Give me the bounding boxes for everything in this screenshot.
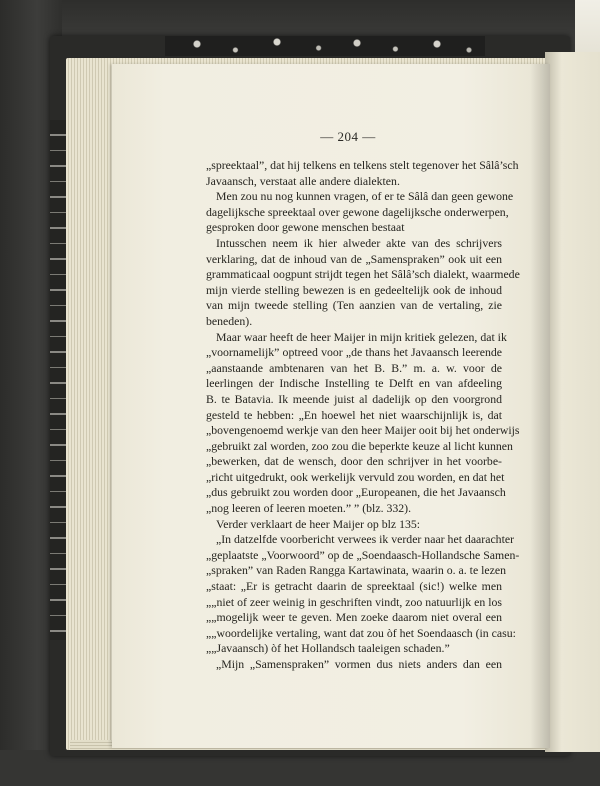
text-line: „richt uitgedrukt, ook werkelijk vervuld zou worden, en dat het [206,469,505,484]
text-line: „„niet of zeer weinig in geschriften vindt, zoo natuurlijk en los [206,594,502,609]
text-line: Intusschen neem ik hier alweder akte van des schrijvers [216,235,502,250]
page-text [206,158,520,673]
text-line: „voornamelijk” optreed voor „de thans het Javaansch leerende [206,345,502,360]
text-line: Verder verklaart de heer Maijer op blz 135: [216,516,421,531]
text-line: „spraken” van Raden Rangga Kartawinata, waarin o. a. te lezen [206,563,507,578]
text-line: gesteld te hebben: „En hoewel het niet waarschijnlijk is, dat [206,407,502,422]
text-line: „nog leeren of leeren moeten.” ” (blz. 332). [206,501,412,516]
paper-tab [575,0,600,60]
text-line: dagelijksche spreektaal over gewone dagelijksche onderwerpen, [206,204,509,219]
text-line: „Mijn „Samenspraken” vormen dus niets anders dan een [216,657,502,671]
text-line: grammaticaal oogpunt strijdt tegen het Sâlâ’sch dialekt, waarmede [206,267,520,282]
facing-page [545,52,600,752]
text-line: „bovengenoemd werkje van den heer Maijer ooit bij het onderwijs [206,423,520,438]
text-line: „dus gebruikt zou worden door „Europeanen, die het Javaansch [206,485,506,500]
text-line: verklaring, dat de inhoud van de „Samenspraken” ook uit een [206,251,502,266]
text-line: Javaansch, verstaat alle andere dialekten. [206,173,400,188]
text-line: „geplaatste „Voorwoord” op de „Soendaasch-Hollandsche Samen- [206,547,520,562]
marbled-endpaper [165,36,485,56]
text-line: „„Javaansch) òf het Hollandsch taaleigen schaden.” [206,641,450,656]
text-line: Maar waar heeft de heer Maijer in mijn kritiek gelezen, dat ik [216,329,507,344]
text-line: leerlingen der Indische Instelling te Delft en van afdeeling [206,376,502,391]
text-line: „aanstaande ambtenaren van het B. B.” m. a. w. voor de [206,360,502,375]
text-line: Men zou nu nog kunnen vragen, of er te Sâlâ dan geen gewone [216,189,514,204]
text-line: „spreektaal”, dat hij telkens en telkens stelt tegenover het Sâlâ’sch [206,158,519,172]
page-gutter-shadow [530,64,550,748]
text-line: van mijn tweede stelling (Ten aanzien van de vertaling, zie [206,298,502,313]
text-line: „„mogelijk weer te geven. Men zoeke daarom niet overal een [206,610,502,625]
text-line: „„woordelijke vertaling, want dat zou òf het Soendaasch (in casu: [206,625,516,640]
text-line: beneden). [206,313,253,328]
page-number: — 204 — [320,129,376,144]
text-line: B. te Batavia. Ik meende juist al dadelijk op den voorgrond [206,391,502,406]
text-line: „gebruikt zal worden, zoo zou die beperkte keuze al licht kunnen [206,438,513,453]
text-line: „In datzelfde voorbericht verwees ik verder naar het daarachter [216,532,515,547]
text-line: gesproken door gewone menschen bestaat [206,220,405,235]
text-line: „staat: „Er is getracht daarin de spreektaal (sic!) welke men [206,579,502,594]
marbled-edge [50,120,66,640]
text-line: „bewerken, dat de wensch, door den schrijver in het voorbe- [206,454,502,469]
text-line: mijn vierde stelling bewezen is en gedeeltelijk ook de inhoud [206,282,502,297]
